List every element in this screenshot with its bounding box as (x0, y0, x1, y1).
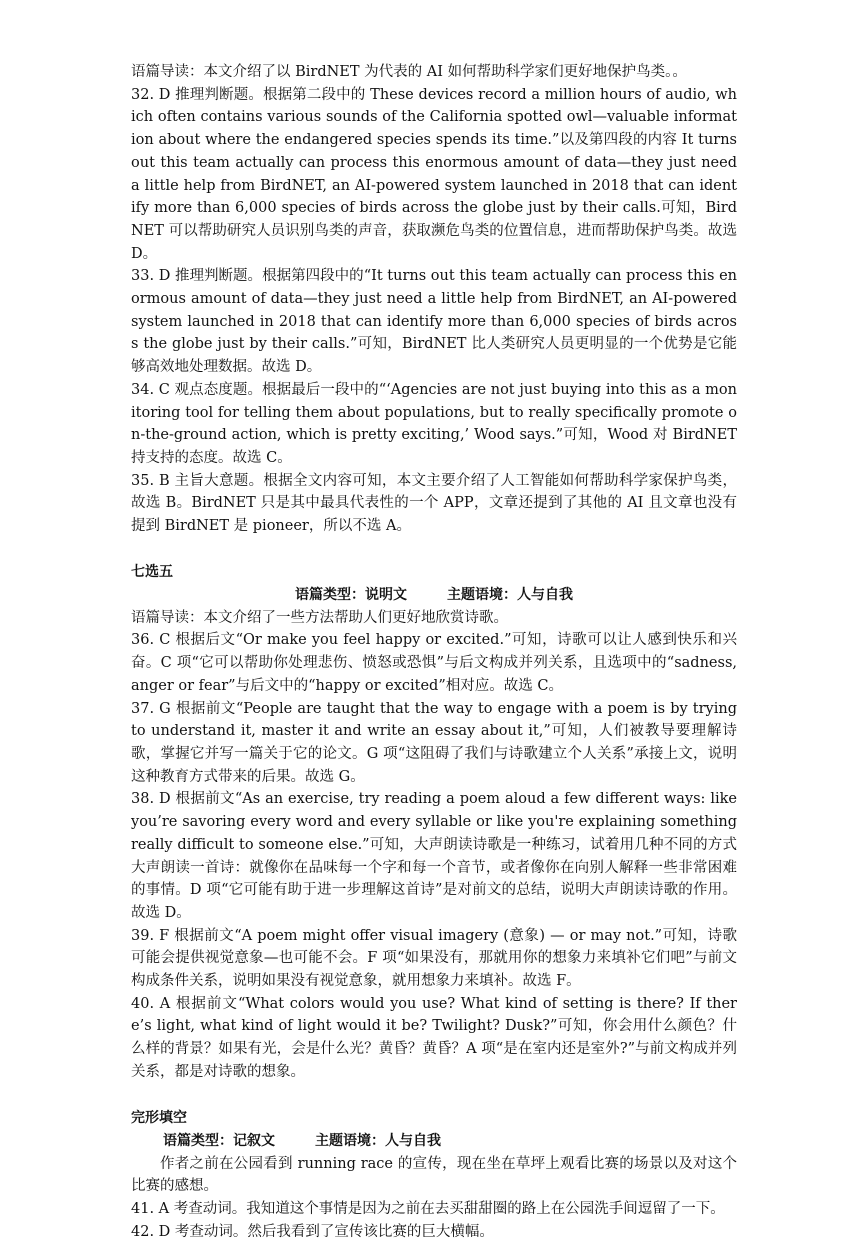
answer-42: 42. D 考查动词。然后我看到了宣传该比赛的巨大横幅。 (131, 1223, 494, 1240)
section-gap (131, 538, 737, 561)
reading-guide: 语篇导读：本文介绍了以 BirdNET 为代表的 AI 如何帮助科学家们更好地保护鸟类。。 (131, 64, 687, 80)
passage-type: 语篇类型：说明文 (295, 586, 407, 603)
reading-guide: 语篇导读：本文介绍了一些方法帮助人们更好地欣赏诗歌。 (131, 609, 508, 626)
answer-41: 41. A 考查动词。我知道这个事情是因为之前在去买甜甜圈的路上在公园洗手间逗留了一下。 (131, 1200, 725, 1217)
answer-38: 38. D 根据前文“As an exercise, try reading a poem aloud a few different ways: like you’re savoring every word and every syllable or like you're explaining something really difficult to someone else.”可知，大声朗读诗歌是一种练习，试着用几种不同的方式大声朗读一首诗：就像你在品味每一个字和每一个音节，或者像你在向别人解释一些非常困难的事情。D 项“它可能有助于进一步理解这首诗”是对前文的总结，说明大声朗读诗歌的作用。故选 D。 (131, 791, 737, 921)
section-title-seven-choose-five: 七选五 (131, 563, 173, 580)
passage-type: 语篇类型：记叙文 (163, 1132, 275, 1149)
answer-37: 37. G 根据前文“People are taught that the way to engage with a poem is by trying to understand it, master it and write an essay about it,”可知，人们被教导要理解诗歌，掌握它并写一篇关于它的论文。G 项“这阻碍了我们与诗歌建立个人关系”承接上文，说明这种教育方式带来的后果。故选 G。 (131, 700, 737, 785)
answer-36: 36. C 根据后文“Or make you feel happy or excited.”可知，诗歌可以让人感到快乐和兴奋。C 项“它可以帮助你处理悲伤、愤怒或恐惧”与后文构成并列关系，且选项中的“sadness, anger or fear”与后文中的“happy or excited”相对应。故选 C。 (131, 632, 737, 694)
answer-34: 34. C 观点态度题。根据最后一段中的“‘Agencies are not just buying into this as a monitoring tool for telling them about populations, but to really specifically promote on-the-ground action, which is pretty exciting,’ Wood says.”可知，Wood 对 BirdNET 持支持的态度。故选 C。 (131, 381, 737, 466)
passage-intro: 作者之前在公园看到 running race 的宣传，现在坐在草坪上观看比赛的场景以及对这个比赛的感想。 (131, 1155, 737, 1195)
section-title-cloze: 完形填空 (131, 1109, 187, 1126)
answer-document (131, 61, 737, 1243)
answer-39: 39. F 根据前文“A poem might offer visual imagery (意象) — or may not.”可知，诗歌可能会提供视觉意象—也可能不会。F 项“如果没有，那就用你的想象力来填补它们吧”与前文构成条件关系，说明如果没有视觉意象，就用想象力来填补。故选 F。 (131, 927, 737, 990)
answer-32: 32. D 推理判断题。根据第二段中的 These devices record a million hours of audio, which often contains various sounds of the California spotted owl—valuable information about where the endangered species spends its time.”以及第四段的内容 It turns out this team actually can process this enormous amount of data—they just need a little help from BirdNET, an AI-powered system launched in 2018 that can identify more than 6,000 species of birds across the globe just by their calls.可知，BirdNET 可以帮助研究人员识别鸟类的声音，获取濒危鸟类的位置信息，进而帮助保护鸟类。故选 D。 (131, 86, 737, 262)
passage-meta (131, 1130, 737, 1153)
answer-35: 35. B 主旨大意题。根据全文内容可知，本文主要介绍了人工智能如何帮助科学家保护鸟类，故选 B。BirdNET 只是其中最具代表性的一个 APP，文章还提到了其他的 AI 且文章也没有提到 BirdNET 是 pioneer，所以不选 A。 (131, 472, 737, 535)
passage-meta (131, 584, 737, 607)
passage-theme: 主题语境：人与自我 (447, 586, 573, 603)
passage-theme: 主题语境：人与自我 (315, 1132, 441, 1149)
answer-33: 33. D 推理判断题。根据第四段中的“It turns out this team actually can process this enormous amount of data—they just need a little help from BirdNET, an AI-powered system launched in 2018 that can identify more than 6,000 species of birds across the globe just by their calls.”可知，BirdNET 比人类研究人员更明显的一个优势是它能够高效地处理数据。故选 D。 (131, 268, 737, 376)
answer-40: 40. A 根据前文“What colors would you use? What kind of setting is there? If there’s light, what kind of light would it be? Twilight? Dusk?”可知，你会用什么颜色？什么样的背景？如果有光，会是什么光？黄昏？黄昏？A 项“是在室内还是室外?”与前文构成并列关系，都是对诗歌的想象。 (131, 995, 737, 1080)
section-gap (131, 1084, 737, 1107)
